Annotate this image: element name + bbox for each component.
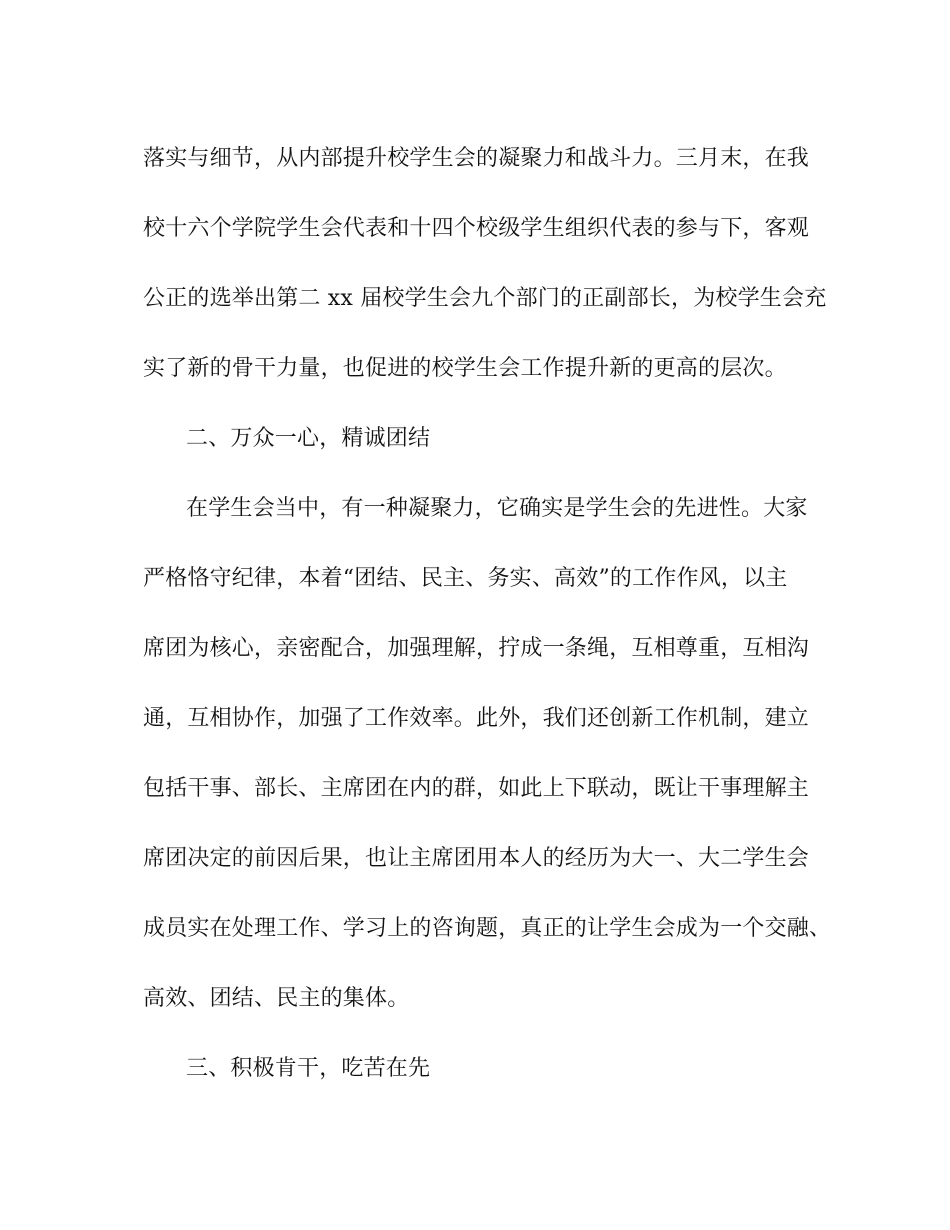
paragraph-line: 校十六个学院学生会代表和十四个校级学生组织代表的参与下，客观 [143,216,810,241]
paragraph-line: 包括干事、部长、主席团在内的群，如此上下联动，既让干事理解主 [143,776,810,801]
paragraph-line: 席团为核心，亲密配合，加强理解，拧成一条绳，互相尊重，互相沟 [143,636,810,661]
paragraph-line: 公正的选举出第二 xx 届校学生会九个部门的正副部长，为校学生会充 [143,286,827,311]
paragraph-line: 席团决定的前因后果，也让主席团用本人的经历为大一、大二学生会 [143,846,810,871]
paragraph-line: 落实与细节，从内部提升校学生会的凝聚力和战斗力。三月末，在我 [143,146,810,171]
paragraph-line: 成员实在处理工作、学习上的咨询题，真正的让学生会成为一个交融、 [143,916,832,941]
paragraph-line: 严格恪守纪律，本着“团结、民主、务实、高效”的工作作风，以主 [143,566,788,591]
paragraph-line: 在学生会当中，有一种凝聚力，它确实是学生会的先进性。大家 [186,496,808,521]
paragraph-line: 通，互相协作，加强了工作效率。此外，我们还创新工作机制，建立 [143,706,810,731]
paragraph-line: 高效、团结、民主的集体。 [143,986,410,1011]
section-heading: 二、万众一心，精诚团结 [186,426,431,451]
paragraph-line: 实了新的骨干力量，也促进的校学生会工作提升新的更高的层次。 [143,356,787,381]
section-heading: 三、积极肯干，吃苦在先 [186,1056,431,1081]
